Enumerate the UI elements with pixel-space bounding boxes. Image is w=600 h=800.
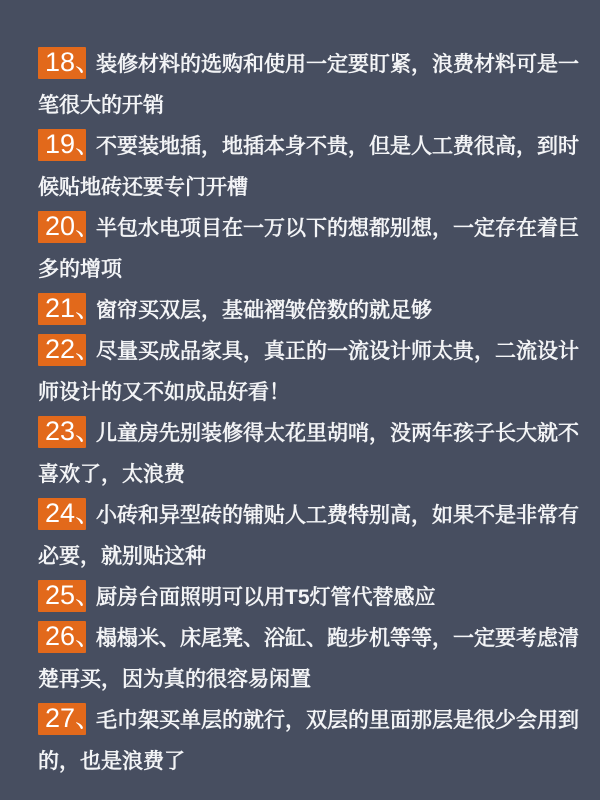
tip-item	[38, 208, 586, 290]
tip-item	[38, 126, 586, 208]
tip-item	[38, 618, 586, 700]
tip-text: 半包水电项目在一万以下的想都别想，一定存在着巨多的增项	[38, 217, 579, 281]
tip-text: 儿童房先别装修得太花里胡哨，没两年孩子长大就不喜欢了，太浪费	[38, 422, 579, 486]
tip-number-badge: 24、	[38, 498, 86, 530]
tip-number-badge: 19、	[38, 129, 86, 161]
tip-item	[38, 577, 586, 618]
tip-text: 榻榻米、床尾凳、浴缸、跑步机等等，一定要考虑清楚再买，因为真的很容易闲置	[38, 627, 579, 691]
tip-text: 厨房台面照明可以用T5灯管代替感应	[96, 586, 436, 609]
tip-number-badge: 18、	[38, 47, 86, 79]
tip-item	[38, 331, 586, 413]
tip-number-badge: 20、	[38, 211, 86, 243]
tip-text: 小砖和异型砖的铺贴人工费特别高，如果不是非常有必要，就别贴这种	[38, 504, 579, 568]
tip-item	[38, 495, 586, 577]
tip-text: 装修材料的选购和使用一定要盯紧，浪费材料可是一笔很大的开销	[38, 53, 579, 117]
tip-number-badge: 25、	[38, 580, 86, 612]
tip-number-badge: 21、	[38, 293, 86, 325]
tip-text: 尽量买成品家具，真正的一流设计师太贵，二流设计师设计的又不如成品好看！	[38, 340, 579, 404]
tip-item	[38, 44, 586, 126]
tip-number-badge: 27、	[38, 703, 86, 735]
tip-item	[38, 290, 586, 331]
tip-item	[38, 700, 586, 782]
tip-number-badge: 26、	[38, 621, 86, 653]
tip-text: 窗帘买双层，基础褶皱倍数的就足够	[96, 299, 432, 322]
tip-text: 不要装地插，地插本身不贵，但是人工费很高，到时候贴地砖还要专门开槽	[38, 135, 579, 199]
tip-item	[38, 413, 586, 495]
tip-text: 毛巾架买单层的就行，双层的里面那层是很少会用到的，也是浪费了	[38, 709, 579, 773]
tip-number-badge: 23、	[38, 416, 86, 448]
tip-number-badge: 22、	[38, 334, 86, 366]
